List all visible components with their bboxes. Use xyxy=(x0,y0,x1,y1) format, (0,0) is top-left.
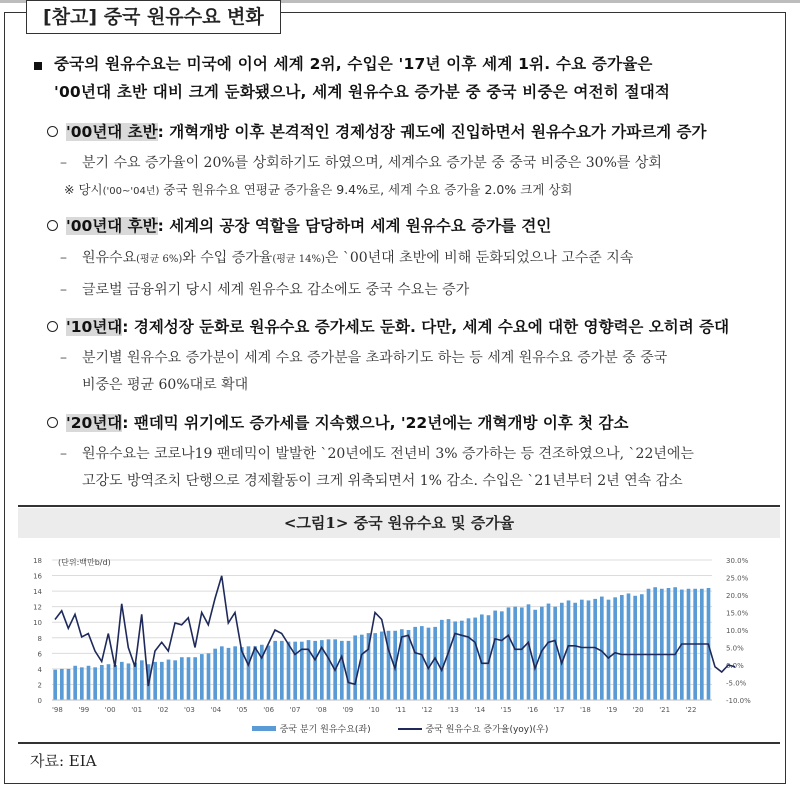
section-headline: : 개혁개방 이후 본격적인 경제성장 궤도에 진입하면서 원유수요가 가파르게 증가 xyxy=(157,123,707,141)
demand-bar xyxy=(327,639,331,700)
demand-bar xyxy=(633,596,637,700)
demand-bar xyxy=(527,604,531,700)
demand-bar xyxy=(507,607,511,700)
bullet-line xyxy=(60,443,694,463)
demand-bar xyxy=(267,646,271,700)
demand-bar xyxy=(280,641,284,700)
section-headline: : 경제성장 둔화로 원유수요 증가세도 둔화. 다만, 세계 수요에 대한 영향력은 오히려 증대 xyxy=(122,318,730,336)
demand-bar xyxy=(440,620,444,700)
demand-bar xyxy=(160,662,164,700)
x-axis-tick: '14 xyxy=(474,706,486,714)
figure-bottom-rule xyxy=(18,742,780,744)
demand-bar xyxy=(627,593,631,700)
demand-bar xyxy=(560,603,564,700)
section-period: '10년대 xyxy=(66,318,123,336)
demand-bar xyxy=(653,587,657,700)
x-axis-tick: '99 xyxy=(78,706,90,714)
x-axis-tick: '13 xyxy=(448,706,459,714)
chart-legend xyxy=(0,722,800,735)
demand-bar xyxy=(287,642,291,700)
left-axis-tick: 2 xyxy=(37,681,42,690)
circle-bullet-icon xyxy=(47,220,58,231)
demand-bar xyxy=(613,597,617,700)
demand-bar xyxy=(193,657,197,700)
left-axis-tick: 8 xyxy=(37,634,42,643)
oil-demand-chart xyxy=(18,548,780,718)
demand-bar xyxy=(127,663,131,700)
section-period: '00년대 후반 xyxy=(66,217,158,235)
left-axis-tick: 4 xyxy=(37,665,42,674)
x-axis-tick: '00 xyxy=(104,706,116,714)
demand-bar xyxy=(533,610,537,700)
section-heading-2000s-late xyxy=(66,214,551,236)
x-axis-tick: '01 xyxy=(131,706,143,714)
demand-bar xyxy=(247,646,251,700)
demand-bar xyxy=(427,628,431,700)
x-axis-tick: '11 xyxy=(395,706,407,714)
note-line xyxy=(64,180,572,198)
demand-bar xyxy=(473,618,477,700)
demand-bar xyxy=(640,594,644,700)
demand-bar xyxy=(620,595,624,700)
demand-bar xyxy=(107,664,111,700)
demand-bar xyxy=(93,667,97,700)
demand-bar xyxy=(520,607,524,700)
x-axis-tick: '18 xyxy=(580,706,591,714)
right-axis-tick: 0.0% xyxy=(726,662,744,670)
bullet-text: 분기별 원유수요 증가분이 세계 수요 증가분을 초과하기도 하는 등 세계 원유수요 증가분 중 중국 xyxy=(82,350,668,366)
demand-bar xyxy=(593,599,597,700)
demand-bar xyxy=(600,597,604,700)
demand-bar xyxy=(493,611,497,700)
demand-bar xyxy=(580,600,584,700)
bullet-small-text: (평균 14%) xyxy=(272,254,325,265)
box-title: [참고] 중국 원유수요 변화 xyxy=(26,0,281,34)
right-axis-tick: 20.0% xyxy=(726,592,749,600)
x-axis-tick: '12 xyxy=(421,706,433,714)
demand-bar xyxy=(413,627,417,700)
section-heading-2020s xyxy=(66,411,628,433)
left-axis-tick: 6 xyxy=(37,650,42,659)
demand-bar xyxy=(273,641,277,700)
x-axis-tick: '98 xyxy=(52,706,63,714)
demand-bar xyxy=(213,649,217,700)
demand-bar xyxy=(260,645,264,700)
unit-label: (단위:백만b/d) xyxy=(58,558,111,567)
demand-bar xyxy=(647,589,651,700)
summary-line-1: 중국의 원유수요는 미국에 이어 세계 2위, 수입은 '17년 이후 세계 1위. 수요 증가율은 xyxy=(54,55,653,73)
left-axis-tick: 0 xyxy=(37,697,42,705)
bullet-line xyxy=(60,279,469,299)
x-axis-tick: '22 xyxy=(685,706,697,714)
demand-bar xyxy=(173,660,177,700)
bullet-line xyxy=(60,247,633,267)
demand-bar xyxy=(660,589,664,700)
demand-bar xyxy=(500,611,504,700)
demand-bar xyxy=(447,619,451,700)
x-axis-tick: '08 xyxy=(316,706,327,714)
dash-bullet-icon: – xyxy=(60,250,67,266)
x-axis-tick: '15 xyxy=(500,706,512,714)
section-heading-2000s-early xyxy=(66,120,707,142)
x-axis-tick: '19 xyxy=(606,706,618,714)
demand-bar xyxy=(347,641,351,700)
section-period: '00년대 초반 xyxy=(66,123,158,141)
x-axis-tick: '20 xyxy=(632,706,644,714)
bullet-text: 원유수요 xyxy=(82,250,137,266)
demand-bar xyxy=(293,642,297,700)
left-axis-tick: 10 xyxy=(33,619,42,628)
dash-bullet-icon: – xyxy=(60,155,67,171)
demand-bar xyxy=(433,627,437,700)
bullet-text: 와 수입 증가율 xyxy=(182,250,273,266)
demand-bar xyxy=(513,607,517,700)
bullet-continuation: 비중은 평균 60%대로 확대 xyxy=(82,377,249,393)
demand-bar xyxy=(153,662,157,700)
right-axis-tick: 5.0% xyxy=(726,644,744,653)
demand-bar xyxy=(73,666,77,700)
circle-bullet-icon xyxy=(47,321,58,332)
right-axis-tick: 25.0% xyxy=(726,574,749,583)
figure-top-rule xyxy=(18,505,780,507)
dash-bullet-icon: – xyxy=(60,282,67,298)
summary-line-2: '00년대 초반 대비 크게 둔화됐으나, 세계 원유수요 증가분 중 중국 비중은 여전히 절대적 xyxy=(54,83,671,101)
bullet-line xyxy=(60,152,662,172)
section-headline: : 세계의 공장 역할을 담당하며 세계 원유수요 증가를 견인 xyxy=(157,217,552,235)
bullet-text: 분기 수요 증가율이 20%를 상회하기도 하였으며, 세계수요 증가분 중 중국 비중은 30%를 상회 xyxy=(82,155,662,171)
legend-line-label: 중국 원유수요 증가율(yoy)(우) xyxy=(425,725,549,735)
demand-bar xyxy=(380,632,384,700)
demand-bar xyxy=(460,621,464,700)
demand-bar xyxy=(360,635,364,700)
demand-bar xyxy=(100,665,104,700)
demand-bar xyxy=(140,660,144,700)
x-axis-tick: '21 xyxy=(659,706,671,714)
dash-bullet-icon: – xyxy=(60,350,67,366)
left-axis-tick: 14 xyxy=(33,588,42,597)
demand-bar xyxy=(180,657,184,700)
square-bullet-icon xyxy=(34,62,42,70)
demand-bar xyxy=(67,669,71,700)
section-headline: : 팬데믹 위기에도 증가세를 지속했으나, '22년에는 개혁개방 이후 첫 감소 xyxy=(122,414,629,432)
section-period: '20년대 xyxy=(66,414,123,432)
demand-bar xyxy=(607,600,611,700)
dash-bullet-icon: – xyxy=(60,446,67,462)
x-axis-tick: '04 xyxy=(210,706,222,714)
note-period: ('00~'04년) xyxy=(102,186,160,197)
bullet-continuation: 고강도 방역조치 단행으로 경제활동이 크게 위축되면서 1% 감소. 수입은 `21년부터 2년 연속 감소 xyxy=(82,473,683,489)
demand-bar xyxy=(420,626,424,700)
right-axis-tick: -10.0% xyxy=(726,697,751,705)
demand-bar xyxy=(573,603,577,700)
bullet-text: 원유수요는 코로나19 팬데믹이 발발한 `20년에도 전년비 3% 증가하는 등 견조하였으나, `22년에는 xyxy=(82,446,694,462)
demand-bar xyxy=(87,666,91,700)
demand-bar xyxy=(340,641,344,700)
demand-bar xyxy=(113,665,117,700)
right-axis-tick: 30.0% xyxy=(726,557,749,565)
bullet-text: 은 `00년대 초반에 비해 둔화되었으나 고수준 지속 xyxy=(324,250,634,266)
legend-line-swatch xyxy=(398,728,422,730)
source-note: 자료: EIA xyxy=(30,752,97,770)
demand-bar xyxy=(673,587,677,700)
x-axis-tick: '03 xyxy=(184,706,195,714)
right-axis-tick: -5.0% xyxy=(726,679,747,688)
bullet-text: 글로벌 금융위기 당시 세계 원유수요 감소에도 중국 수요는 증가 xyxy=(82,282,470,298)
demand-bar xyxy=(60,669,64,700)
demand-bar xyxy=(120,662,124,700)
x-axis-tick: '09 xyxy=(342,706,354,714)
right-axis-tick: 10.0% xyxy=(726,627,749,635)
x-axis-tick: '07 xyxy=(289,706,301,714)
demand-bar xyxy=(547,604,551,700)
demand-bar xyxy=(207,653,211,700)
circle-bullet-icon xyxy=(47,417,58,428)
demand-bar xyxy=(233,646,237,700)
x-axis-tick: '17 xyxy=(553,706,565,714)
demand-bar xyxy=(220,646,224,700)
demand-bar xyxy=(187,657,191,700)
bullet-line xyxy=(60,347,667,367)
legend-bar-swatch xyxy=(252,726,276,731)
demand-bar xyxy=(373,633,377,700)
circle-bullet-icon xyxy=(47,126,58,137)
legend-bar-label: 중국 분기 원유수요(좌) xyxy=(279,725,371,735)
demand-bar xyxy=(553,607,557,700)
x-axis-tick: '10 xyxy=(368,706,380,714)
left-axis-tick: 18 xyxy=(33,557,42,565)
left-axis-tick: 12 xyxy=(33,603,42,612)
x-axis-tick: '06 xyxy=(263,706,275,714)
x-axis-tick: '02 xyxy=(157,706,169,714)
demand-bar xyxy=(227,648,231,700)
left-axis-tick: 16 xyxy=(33,572,42,581)
demand-bar xyxy=(667,588,671,700)
demand-bar xyxy=(200,654,204,700)
x-axis-tick: '05 xyxy=(236,706,248,714)
bullet-small-text: (평균 6%) xyxy=(136,254,183,265)
right-axis-tick: 15.0% xyxy=(726,609,749,618)
figure-title: <그림1> 중국 원유수요 및 증가율 xyxy=(18,508,780,538)
note-text: 중국 원유수요 연평균 증가율은 9.4%로, 세계 수요 증가율 2.0% 크게 상회 xyxy=(159,182,573,197)
demand-bar xyxy=(53,670,57,700)
note-prefix: ※ 당시 xyxy=(64,182,103,197)
section-heading-2010s xyxy=(66,315,729,337)
demand-bar xyxy=(353,635,357,700)
demand-bar xyxy=(313,641,317,700)
demand-bar xyxy=(587,600,591,700)
x-axis-tick: '16 xyxy=(527,706,539,714)
demand-bar xyxy=(133,663,137,700)
demand-bar xyxy=(467,618,471,700)
demand-bar xyxy=(167,660,171,700)
demand-bar xyxy=(253,646,257,700)
demand-bar xyxy=(80,667,84,700)
